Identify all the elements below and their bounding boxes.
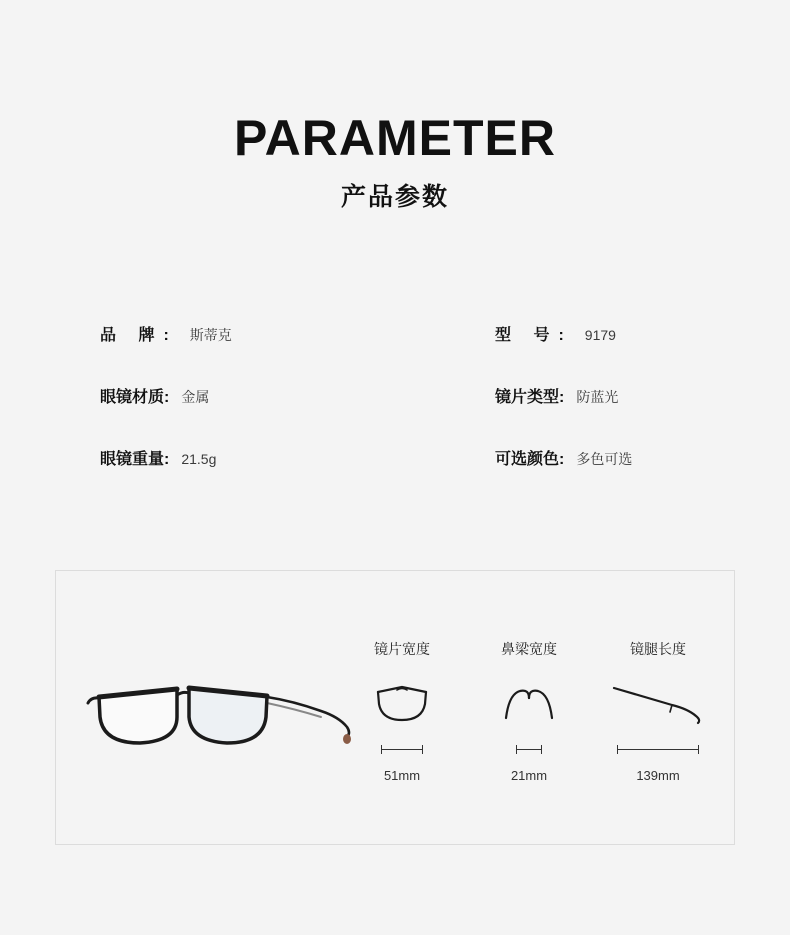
spec-row	[0, 446, 790, 508]
spec-item-colors	[395, 446, 790, 469]
page-subtitle: 产品参数	[340, 182, 449, 211]
spec-label-brand: 品 牌:	[100, 327, 178, 344]
spec-label-colors: 可选颜色:	[495, 451, 565, 468]
page-title: PARAMETER	[234, 110, 556, 166]
measure-value-temple-length: 139mm	[636, 768, 680, 783]
bridge-outline-icon	[454, 667, 604, 739]
spec-item-frame-material	[0, 384, 395, 407]
spec-label-lens-type: 镜片类型:	[495, 389, 565, 406]
measure-title-lens-width: 镜片宽度	[374, 641, 430, 657]
measure-temple-length	[583, 639, 733, 783]
measure-bar-bridge-width	[516, 745, 542, 754]
spec-item-model	[395, 322, 790, 345]
spec-label-model: 型 号:	[495, 327, 573, 344]
measure-value-lens-width: 51mm	[383, 768, 421, 783]
spec-row	[0, 322, 790, 384]
spec-value-lens-type: 防蓝光	[576, 389, 619, 405]
spec-value-weight: 21.5g	[181, 451, 217, 467]
page-title-block	[0, 112, 790, 213]
spec-value-colors: 多色可选	[576, 451, 633, 467]
spec-label-weight: 眼镜重量:	[100, 451, 170, 468]
spec-value-model: 9179	[584, 327, 616, 343]
measurement-panel	[55, 570, 735, 845]
spec-value-frame-material: 金属	[181, 389, 210, 405]
measure-title-bridge-width: 鼻梁宽度	[501, 641, 557, 657]
spec-table	[0, 322, 790, 508]
spec-row	[0, 384, 790, 446]
measure-bridge-width	[454, 639, 604, 783]
spec-item-weight	[0, 446, 395, 469]
measure-value-bridge-width: 21mm	[510, 768, 548, 783]
spec-item-lens-type	[395, 384, 790, 407]
spec-label-frame-material: 眼镜材质:	[100, 389, 170, 406]
measure-title-temple-length: 镜腿长度	[630, 641, 686, 657]
spec-value-brand: 斯蒂克	[189, 327, 232, 343]
measure-bar-temple-length	[617, 745, 699, 754]
measure-bar-lens-width	[381, 745, 423, 754]
spec-item-brand	[0, 322, 395, 345]
temple-outline-icon	[583, 667, 733, 739]
